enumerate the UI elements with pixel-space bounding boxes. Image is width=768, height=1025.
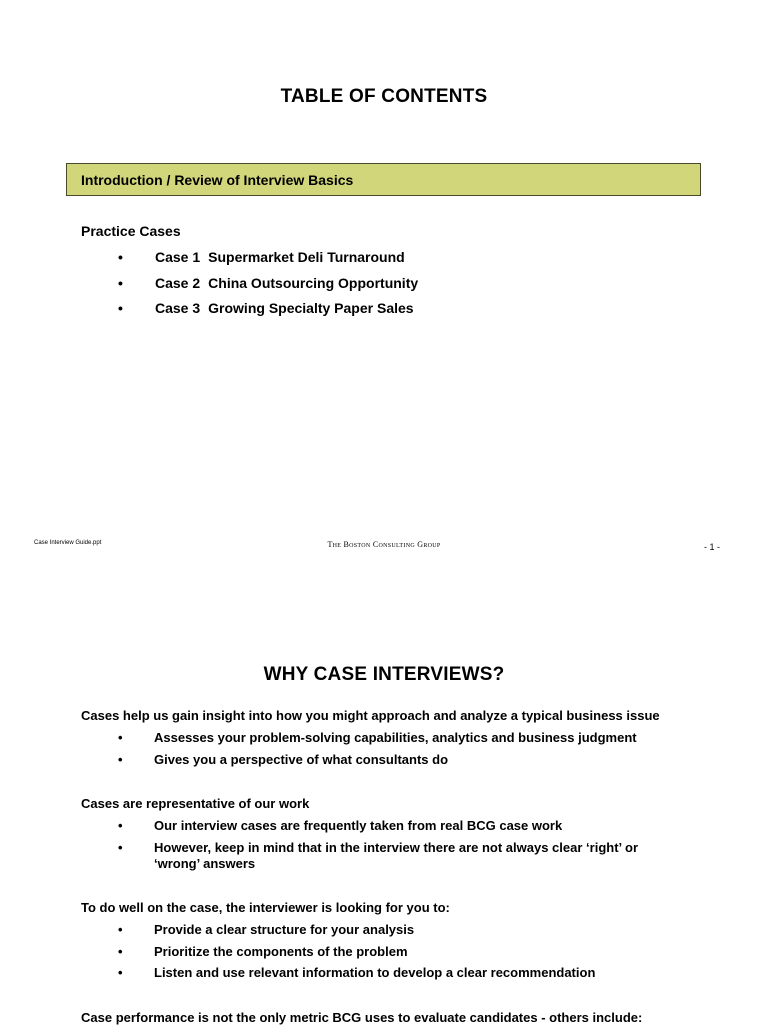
case-number: Case 3	[155, 300, 201, 316]
case-name: China Outsourcing Opportunity	[208, 275, 419, 291]
bullet-icon: •	[118, 275, 123, 291]
case-number: Case 1	[155, 249, 201, 265]
bullet-icon: •	[118, 965, 123, 980]
page-title: WHY CASE INTERVIEWS?	[263, 664, 505, 685]
list-item	[118, 752, 678, 768]
list-item-text: However, keep in mind that in the interview there are not always clear ‘right’ or ‘wrong’ answers	[154, 840, 639, 871]
list-item	[118, 730, 678, 746]
list-item	[118, 922, 678, 938]
bullet-icon: •	[118, 249, 123, 265]
section-heading: Cases are representative of our work	[81, 796, 310, 811]
list-item	[118, 840, 678, 872]
list-item-text: Provide a clear structure for your analysis	[154, 922, 415, 937]
case-name: Supermarket Deli Turnaround	[208, 249, 405, 265]
list-item-text: Listen and use relevant information to develop a clear recommendation	[154, 965, 596, 980]
list-item	[118, 818, 678, 834]
section-heading: To do well on the case, the interviewer is looking for you to:	[81, 900, 450, 915]
list-item-case-2	[118, 275, 418, 291]
bullet-icon: •	[118, 922, 123, 937]
list-item	[118, 965, 678, 981]
bullet-icon: •	[118, 300, 123, 316]
page-title: TABLE OF CONTENTS	[280, 86, 488, 107]
intro-section-label: Introduction / Review of Interview Basics	[81, 171, 354, 188]
bullet-icon: •	[118, 818, 123, 833]
footer-company: The Boston Consulting Group	[327, 540, 441, 549]
bullet-icon: •	[118, 730, 123, 745]
list-item-text: Gives you a perspective of what consultants do	[154, 752, 449, 767]
footer-filename: Case Interview Guide.ppt	[34, 540, 102, 546]
bullet-icon: •	[118, 944, 123, 959]
intro-section-box	[66, 163, 701, 196]
list-item-text: Our interview cases are frequently taken from real BCG case work	[154, 818, 563, 833]
list-item-text: Prioritize the components of the problem	[154, 944, 408, 959]
bullet-icon: •	[118, 752, 123, 767]
case-name: Growing Specialty Paper Sales	[208, 300, 414, 316]
list-item-case-3	[118, 300, 414, 316]
section-heading: Cases help us gain insight into how you might approach and analyze a typical business issue	[81, 708, 660, 723]
practice-cases-label: Practice Cases	[81, 223, 181, 239]
footer-page-number: - 1 -	[703, 542, 720, 552]
list-item-case-1	[118, 249, 405, 265]
list-item-text: Assesses your problem-solving capabilities, analytics and business judgment	[154, 730, 637, 745]
section-heading: Case performance is not the only metric BCG uses to evaluate candidates - others include:	[81, 1010, 643, 1025]
page-why-case-interviews	[0, 620, 768, 1024]
list-item	[118, 944, 678, 960]
case-number: Case 2	[155, 275, 201, 291]
bullet-icon: •	[118, 840, 123, 855]
